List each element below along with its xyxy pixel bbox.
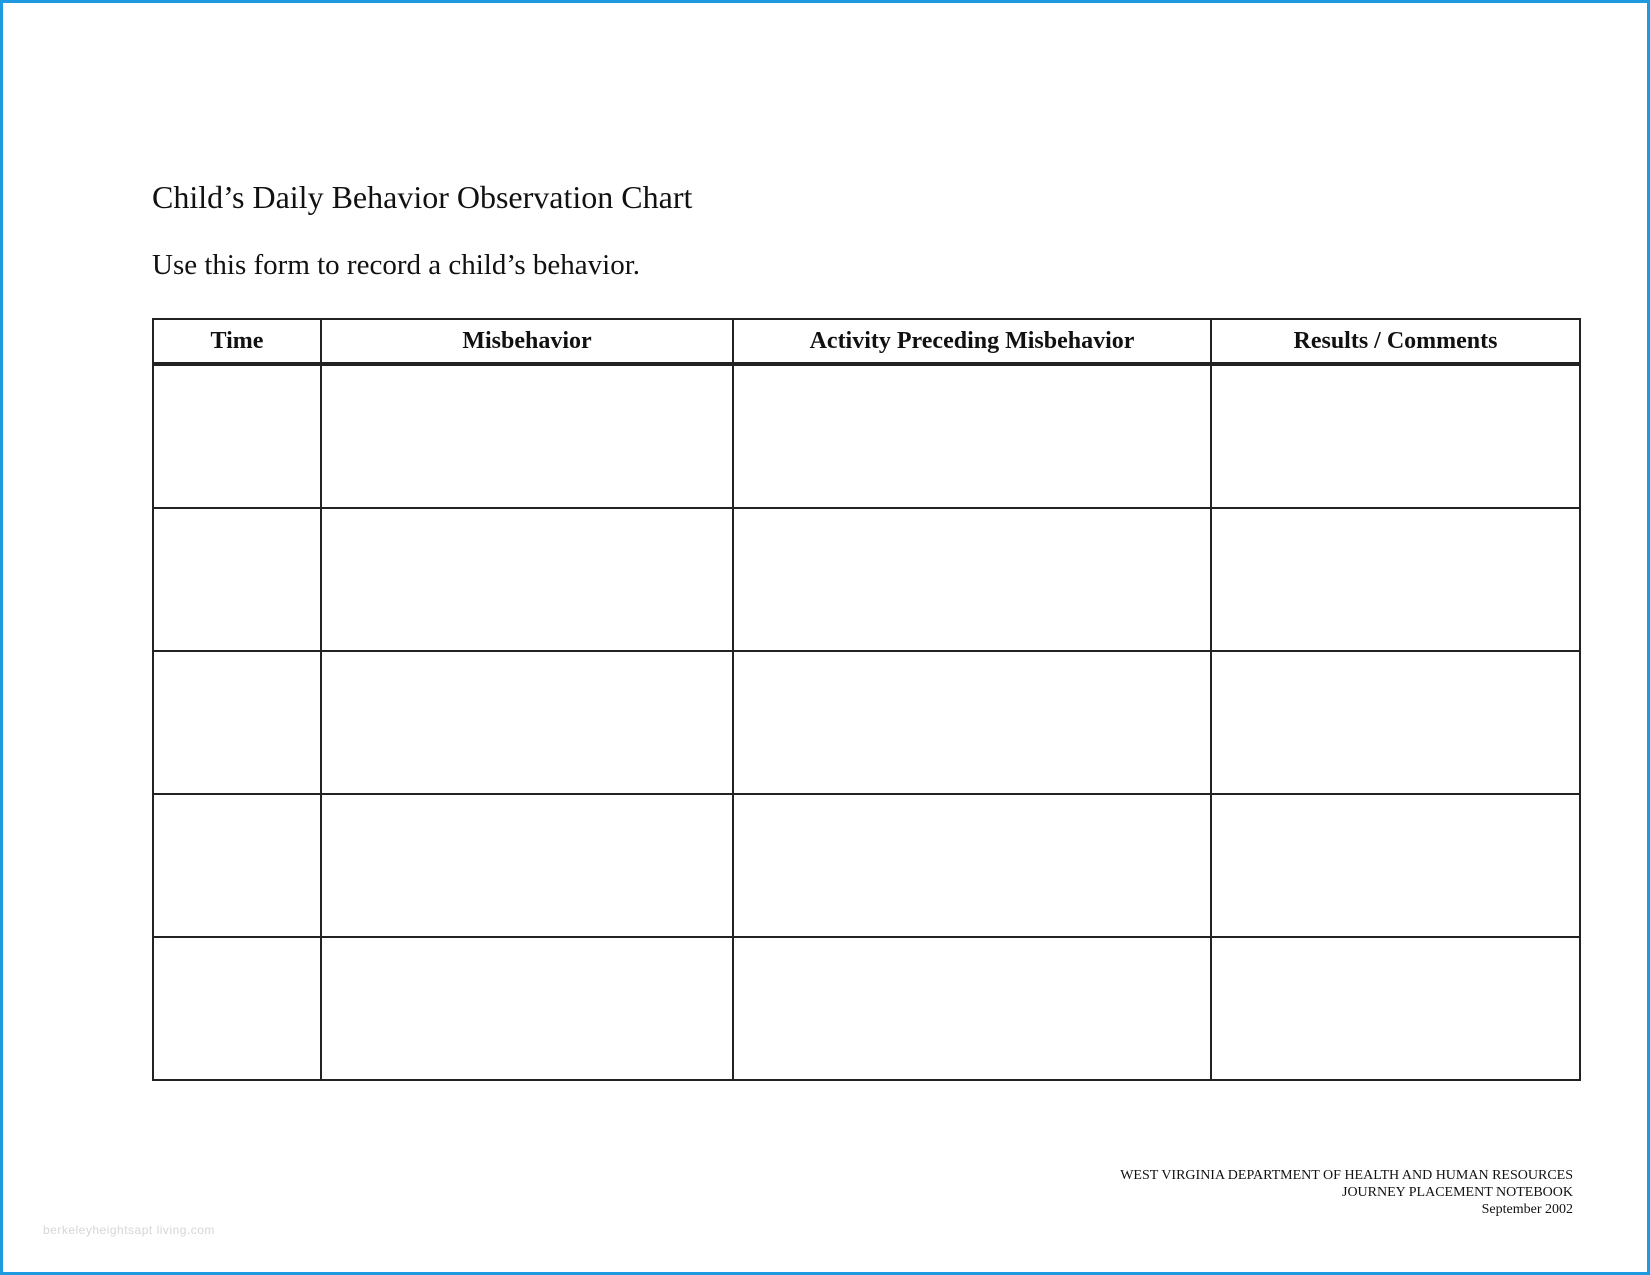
table-row xyxy=(153,508,1580,651)
footer-notebook: JOURNEY PLACEMENT NOTEBOOK xyxy=(1342,1185,1573,1200)
time-cell[interactable] xyxy=(153,508,321,651)
page-title: Child’s Daily Behavior Observation Chart xyxy=(152,179,693,215)
misbehavior-cell[interactable] xyxy=(321,364,733,508)
results-cell[interactable] xyxy=(1211,794,1580,937)
misbehavior-cell[interactable] xyxy=(321,651,733,794)
misbehavior-cell[interactable] xyxy=(321,508,733,651)
table-row xyxy=(153,937,1580,1080)
activity-cell[interactable] xyxy=(733,651,1211,794)
activity-cell[interactable] xyxy=(733,508,1211,651)
footer-attribution xyxy=(1120,1167,1573,1218)
time-cell[interactable] xyxy=(153,651,321,794)
page-instructions: Use this form to record a child’s behavior. xyxy=(152,249,641,281)
header-misbehavior: Misbehavior xyxy=(321,319,733,364)
header-time: Time xyxy=(153,319,321,364)
activity-cell[interactable] xyxy=(733,794,1211,937)
footer-department: WEST VIRGINIA DEPARTMENT OF HEALTH AND HUMAN RESOURCES xyxy=(1120,1168,1573,1183)
behavior-observation-table xyxy=(152,318,1581,1081)
results-cell[interactable] xyxy=(1211,364,1580,508)
activity-cell[interactable] xyxy=(733,937,1211,1080)
time-cell[interactable] xyxy=(153,937,321,1080)
misbehavior-cell[interactable] xyxy=(321,794,733,937)
results-cell[interactable] xyxy=(1211,651,1580,794)
header-activity-preceding: Activity Preceding Misbehavior xyxy=(733,319,1211,364)
results-cell[interactable] xyxy=(1211,508,1580,651)
footer-date: September 2002 xyxy=(1481,1202,1573,1217)
time-cell[interactable] xyxy=(153,794,321,937)
table-header-row xyxy=(153,319,1580,364)
watermark: berkeleyheightsapt living.com xyxy=(43,1223,215,1237)
table-row xyxy=(153,651,1580,794)
activity-cell[interactable] xyxy=(733,364,1211,508)
misbehavior-cell[interactable] xyxy=(321,937,733,1080)
table-row xyxy=(153,364,1580,508)
time-cell[interactable] xyxy=(153,364,321,508)
table-row xyxy=(153,794,1580,937)
header-results-comments: Results / Comments xyxy=(1211,319,1580,364)
results-cell[interactable] xyxy=(1211,937,1580,1080)
